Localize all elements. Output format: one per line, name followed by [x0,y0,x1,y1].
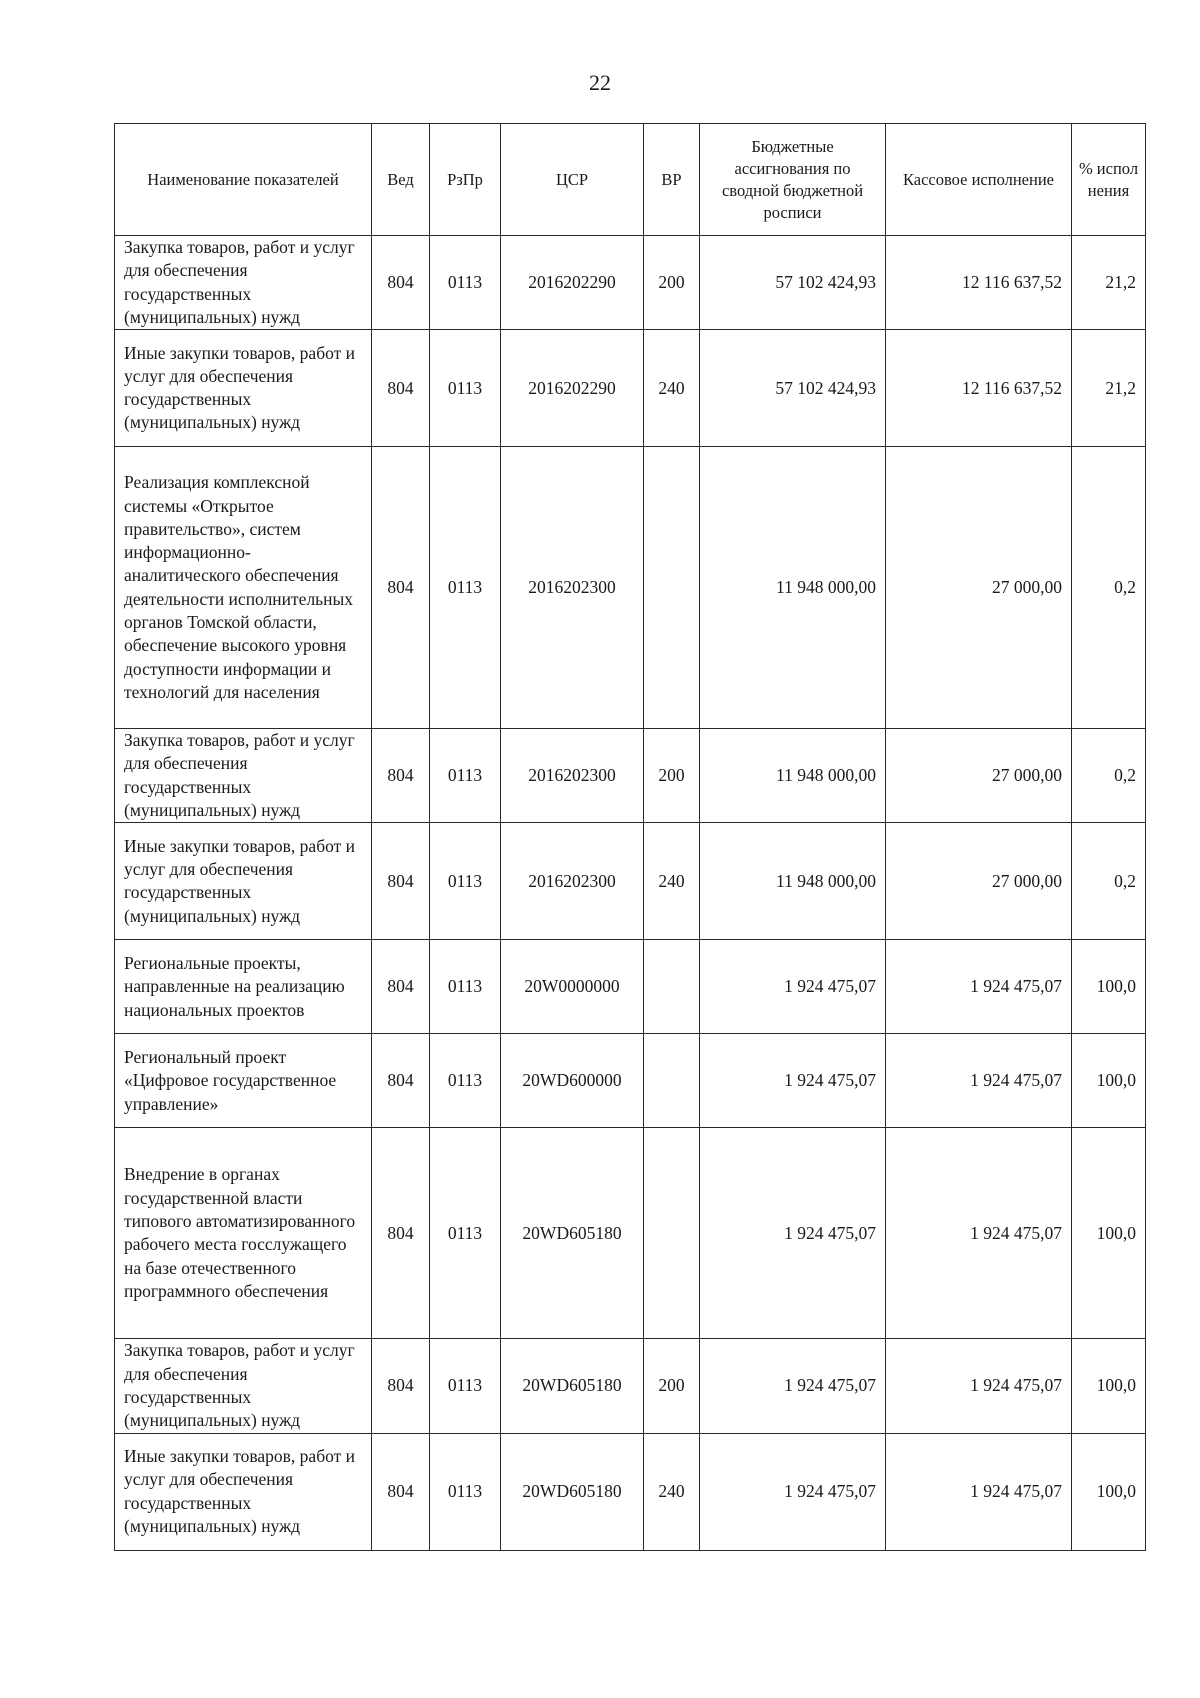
cell-ved: 804 [372,1034,430,1128]
table-row [115,236,1146,330]
cell-fact: 1 924 475,07 [886,940,1072,1034]
cell-plan: 57 102 424,93 [700,236,886,330]
cell-ved: 804 [372,1128,430,1339]
cell-rzpr: 0113 [430,1433,501,1550]
cell-csr: 20WD605180 [501,1433,644,1550]
table-row [115,1339,1146,1433]
cell-csr: 20WD600000 [501,1034,644,1128]
cell-vr [644,1034,700,1128]
cell-csr: 20W0000000 [501,940,644,1034]
cell-fact: 1 924 475,07 [886,1433,1072,1550]
cell-rzpr: 0113 [430,940,501,1034]
table-row [115,823,1146,940]
header-fact: Кассовое исполнение [886,124,1072,236]
cell-pct: 21,2 [1072,236,1146,330]
cell-rzpr: 0113 [430,823,501,940]
cell-fact: 1 924 475,07 [886,1339,1072,1433]
cell-name: Иные закупки товаров, работ и услуг для обеспечения государственных (муниципальных) нужд [115,330,372,447]
cell-csr: 2016202300 [501,447,644,729]
cell-plan: 1 924 475,07 [700,1433,886,1550]
header-vr: ВР [644,124,700,236]
cell-ved: 804 [372,1433,430,1550]
cell-pct: 100,0 [1072,940,1146,1034]
cell-fact: 12 116 637,52 [886,330,1072,447]
table-header [115,124,1146,236]
cell-vr: 200 [644,729,700,823]
header-csr: ЦСР [501,124,644,236]
table-row [115,330,1146,447]
cell-csr: 2016202300 [501,823,644,940]
cell-ved: 804 [372,1339,430,1433]
cell-csr: 2016202300 [501,729,644,823]
cell-vr [644,940,700,1034]
cell-name: Региональный проект «Цифровое государственное управление» [115,1034,372,1128]
cell-rzpr: 0113 [430,1128,501,1339]
header-rzpr: РзПр [430,124,501,236]
cell-name: Закупка товаров, работ и услуг для обеспечения государственных (муниципальных) нужд [115,729,372,823]
cell-plan: 1 924 475,07 [700,940,886,1034]
cell-rzpr: 0113 [430,1339,501,1433]
cell-fact: 12 116 637,52 [886,236,1072,330]
cell-vr [644,447,700,729]
cell-plan: 1 924 475,07 [700,1034,886,1128]
cell-pct: 0,2 [1072,823,1146,940]
cell-csr: 20WD605180 [501,1128,644,1339]
header-ved: Вед [372,124,430,236]
cell-rzpr: 0113 [430,729,501,823]
header-plan: Бюджетные ассигнования по сводной бюджетной росписи [700,124,886,236]
cell-pct: 100,0 [1072,1128,1146,1339]
cell-vr: 200 [644,236,700,330]
table-row [115,729,1146,823]
cell-fact: 1 924 475,07 [886,1128,1072,1339]
table-row [115,1433,1146,1550]
cell-pct: 0,2 [1072,729,1146,823]
table-row [115,1128,1146,1339]
cell-plan: 11 948 000,00 [700,823,886,940]
cell-vr: 240 [644,823,700,940]
cell-csr: 2016202290 [501,330,644,447]
cell-name: Закупка товаров, работ и услуг для обеспечения государственных (муниципальных) нужд [115,1339,372,1433]
cell-rzpr: 0113 [430,236,501,330]
cell-pct: 100,0 [1072,1339,1146,1433]
cell-rzpr: 0113 [430,447,501,729]
cell-name: Внедрение в органах государственной власти типового автоматизированного рабочего места госслужащего на базе отечественного программного обеспечения [115,1128,372,1339]
cell-vr: 240 [644,330,700,447]
cell-rzpr: 0113 [430,330,501,447]
cell-plan: 1 924 475,07 [700,1128,886,1339]
cell-vr [644,1128,700,1339]
page-number: 22 [589,70,611,95]
cell-ved: 804 [372,330,430,447]
cell-rzpr: 0113 [430,1034,501,1128]
cell-fact: 27 000,00 [886,729,1072,823]
cell-ved: 804 [372,447,430,729]
cell-name: Закупка товаров, работ и услуг для обеспечения государственных (муниципальных) нужд [115,236,372,330]
cell-plan: 57 102 424,93 [700,330,886,447]
cell-ved: 804 [372,940,430,1034]
table-row [115,1034,1146,1128]
cell-fact: 27 000,00 [886,823,1072,940]
cell-csr: 2016202290 [501,236,644,330]
cell-csr: 20WD605180 [501,1339,644,1433]
cell-plan: 11 948 000,00 [700,729,886,823]
cell-pct: 21,2 [1072,330,1146,447]
cell-fact: 27 000,00 [886,447,1072,729]
budget-table [114,123,1146,1551]
header-row [115,124,1146,236]
cell-name: Иные закупки товаров, работ и услуг для обеспечения государственных (муниципальных) нужд [115,1433,372,1550]
cell-name: Региональные проекты, направленные на реализацию национальных проектов [115,940,372,1034]
cell-fact: 1 924 475,07 [886,1034,1072,1128]
table-row [115,940,1146,1034]
table-row [115,447,1146,729]
cell-name: Иные закупки товаров, работ и услуг для обеспечения государственных (муниципальных) нужд [115,823,372,940]
cell-pct: 0,2 [1072,447,1146,729]
cell-ved: 804 [372,823,430,940]
cell-pct: 100,0 [1072,1034,1146,1128]
cell-name: Реализация комплексной системы «Открытое правительство», систем информационно-аналитического обеспечения деятельности исполнительных органов Томской области, обеспечение высокого уровня доступности информации и технологий для населения [115,447,372,729]
header-name: Наименование показателей [115,124,372,236]
cell-vr: 240 [644,1433,700,1550]
cell-plan: 11 948 000,00 [700,447,886,729]
table-body [115,236,1146,1551]
cell-vr: 200 [644,1339,700,1433]
header-pct: % испол нения [1072,124,1146,236]
cell-pct: 100,0 [1072,1433,1146,1550]
cell-plan: 1 924 475,07 [700,1339,886,1433]
cell-ved: 804 [372,729,430,823]
cell-ved: 804 [372,236,430,330]
